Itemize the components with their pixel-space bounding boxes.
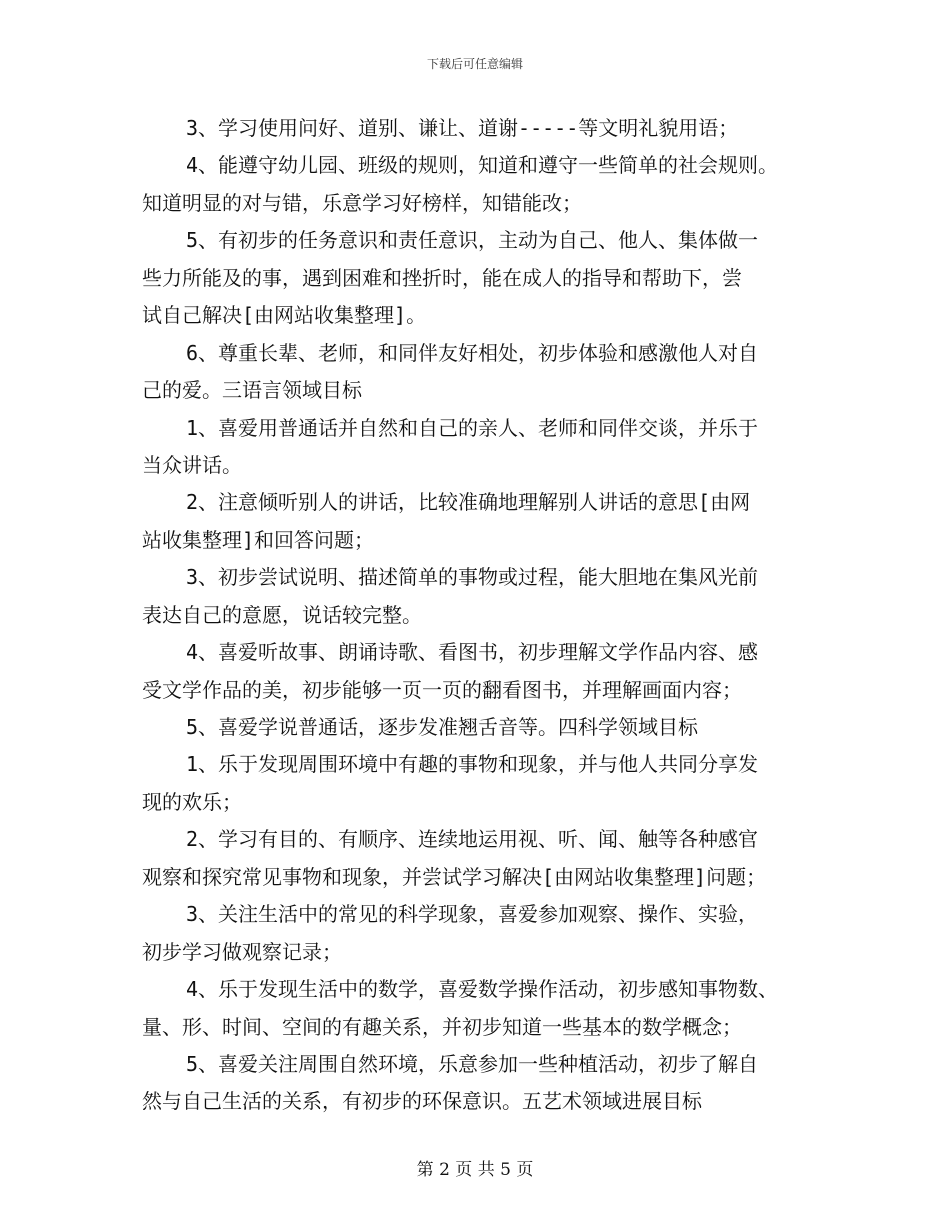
- text-line: 4、喜爱听故事、朗诵诗歌、看图书，初步理解文学作品内容、感: [186, 640, 759, 665]
- text-line: 试自己解决[由网站收集整理]。: [142, 303, 427, 328]
- text-line: 4、乐于发现生活中的数学，喜爱数学操作活动，初步感知事物数、: [186, 977, 779, 1002]
- text-line: 然与自己生活的关系，有初步的环保意识。五艺术领域进展目标: [142, 1089, 702, 1114]
- document-body: [142, 110, 807, 1121]
- text-line: 4、能遵守幼儿园、班级的规则，知道和遵守一些简单的社会规则。: [186, 153, 779, 178]
- text-line: 当众讲话。: [142, 452, 242, 477]
- text-line: 知道明显的对与错，乐意学习好榜样，知错能改；: [142, 190, 582, 215]
- text-line: 2、注意倾听别人的讲话，比较准确地理解别人讲话的意思[由网: [186, 490, 751, 515]
- text-line: 观察和探究常见事物和现象，并尝试学习解决[由网站收集整理]问题；: [142, 864, 767, 889]
- text-line: 受文学作品的美，初步能够一页一页的翻看图书，并理解画面内容；: [142, 677, 742, 702]
- text-line: 现的欢乐；: [142, 789, 242, 814]
- text-line: 1、乐于发现周围环境中有趣的事物和现象，并与他人共同分享发: [186, 752, 759, 777]
- text-line: 5、有初步的任务意识和责任意识，主动为自己、他人、集体做一: [186, 228, 759, 253]
- text-line: 些力所能及的事，遇到困难和挫折时，能在成人的指导和帮助下，尝: [142, 265, 742, 290]
- text-line: 表达自己的意愿，说话较完整。: [142, 602, 422, 627]
- text-line: 3、关注生活中的常见的科学现象，喜爱参加观察、操作、实验，: [186, 902, 759, 927]
- text-line: 量、形、时间、空间的有趣关系，并初步知道一些基本的数学概念；: [142, 1014, 742, 1039]
- text-line: 5、喜爱关注周围自然环境，乐意参加一些种植活动，初步了解自: [186, 1051, 759, 1076]
- text-line: 2、学习有目的、有顺序、连续地运用视、听、闻、触等各种感官: [186, 827, 759, 852]
- page-number: 第 2 页 共 5 页: [416, 1160, 534, 1180]
- text-line: 己的爱。三语言领域目标: [142, 378, 362, 403]
- text-line: 站收集整理]和回答问题；: [142, 527, 375, 552]
- text-line: 6、尊重长辈、老师，和同伴友好相处，初步体验和感激他人对自: [186, 340, 759, 365]
- text-line: 初步学习做观察记录；: [142, 939, 342, 964]
- page-header: 下载后可任意编辑: [426, 57, 523, 71]
- text-line: 5、喜爱学说普通话，逐步发准翘舌音等。四科学领域目标: [186, 715, 699, 739]
- text-line: 1、喜爱用普通话并自然和自己的亲人、老师和同伴交谈，并乐于: [186, 415, 759, 440]
- text-line: 3、初步尝试说明、描述简单的事物或过程，能大胆地在集风光前: [186, 565, 759, 590]
- text-line: 3、学习使用问好、道别、谦让、道谢-----等文明礼貌用语；: [186, 116, 739, 140]
